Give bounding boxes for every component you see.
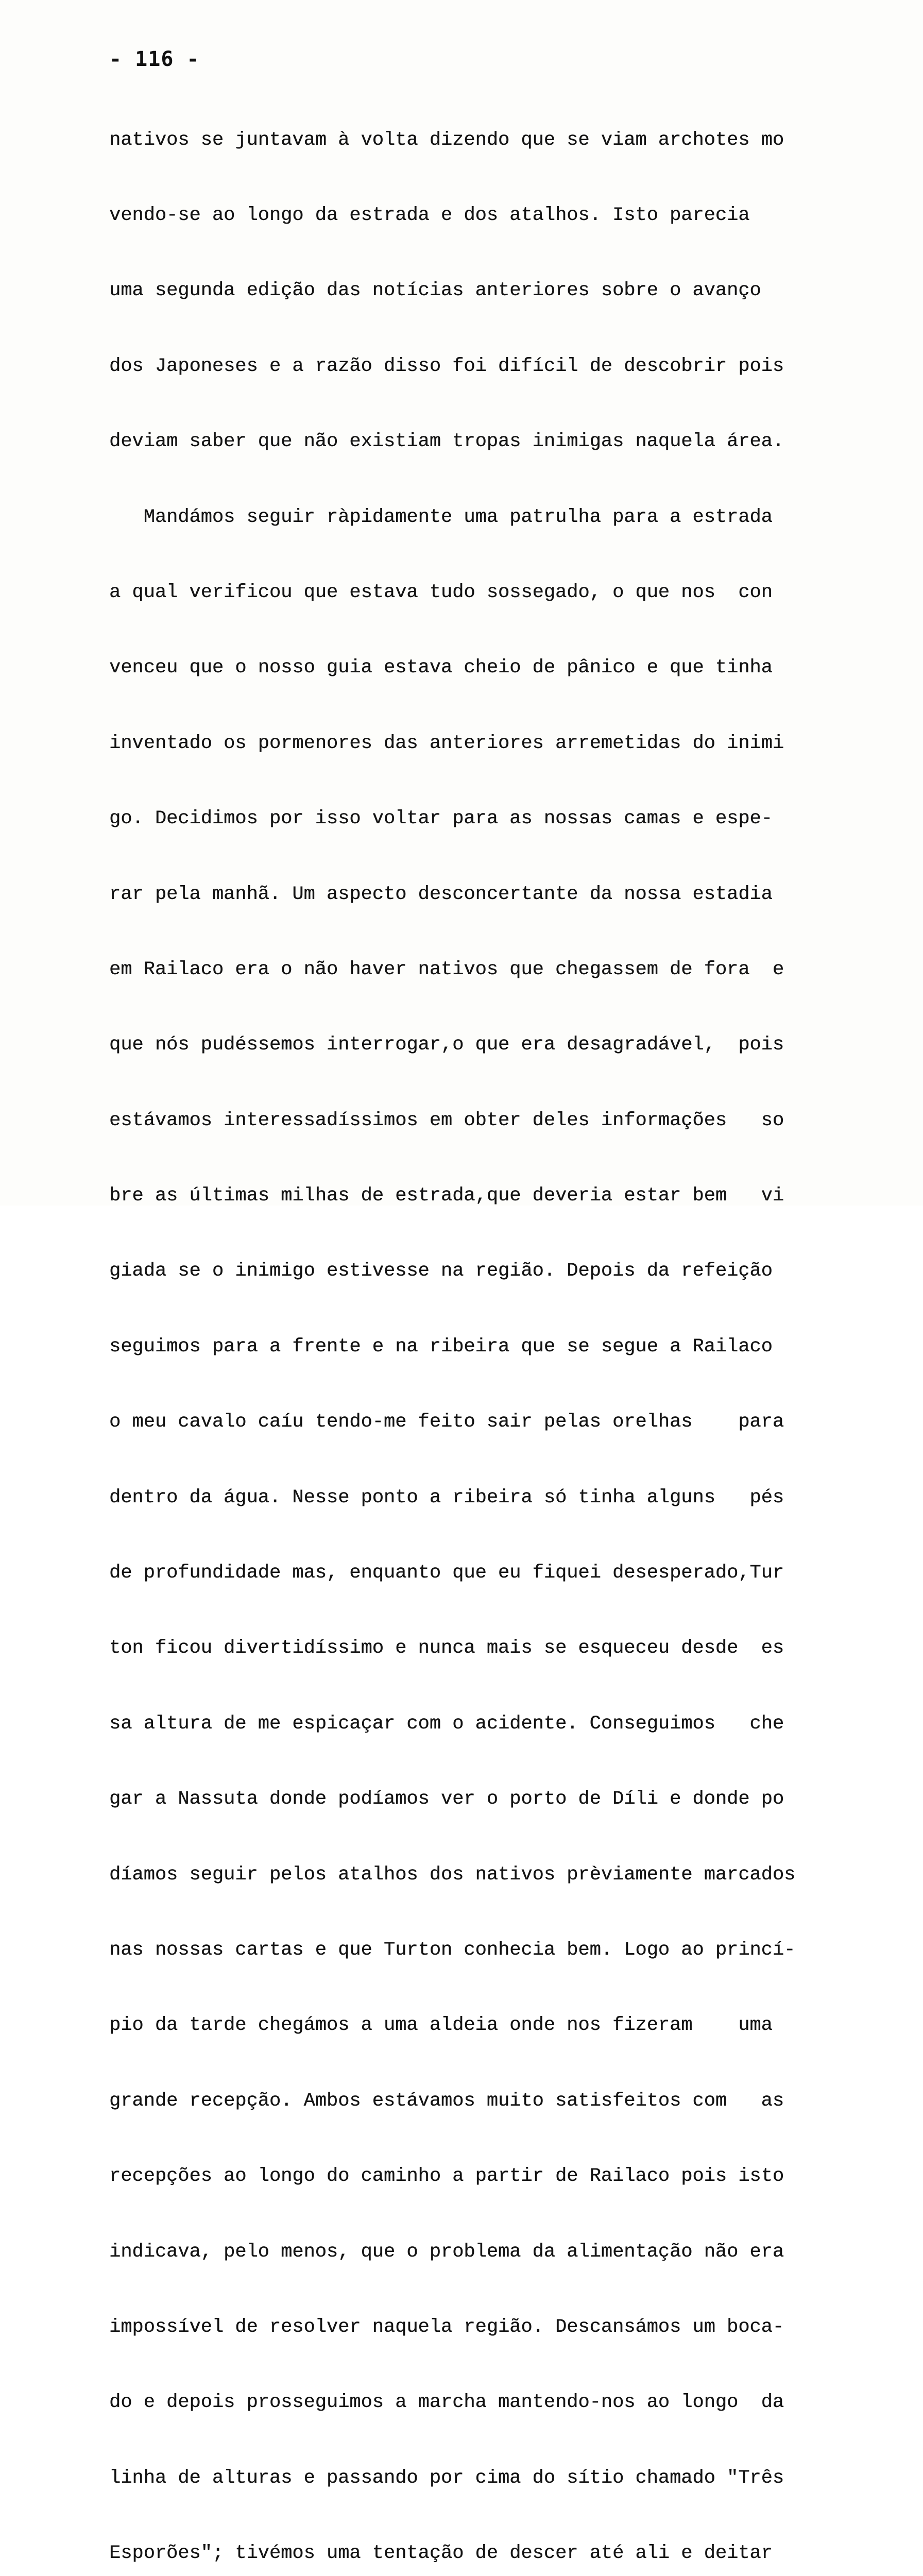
- text-line: Esporões"; tivémos uma tentação de descer até ali e deitar: [109, 2543, 773, 2565]
- text-line: Mandámos seguir ràpidamente uma patrulha para a estrada: [109, 506, 773, 528]
- text-line: pio da tarde chegámos a uma aldeia onde nos fizeram uma: [109, 2014, 773, 2037]
- text-line: vendo-se ao longo da estrada e dos atalhos. Isto parecia: [109, 204, 750, 226]
- text-line: deviam saber que não existiam tropas inimigas naquela área.: [109, 431, 784, 453]
- text-line: díamos seguir pelos atalhos dos nativos prèviamente marcados: [109, 1863, 796, 1886]
- text-line: o meu cavalo caíu tendo-me feito sair pelas orelhas para: [109, 1411, 784, 1433]
- text-line: de profundidade mas, enquanto que eu fiquei desesperado,Tur: [109, 1562, 784, 1584]
- text-line: nativos se juntavam à volta dizendo que se viam archotes mo: [109, 129, 784, 151]
- page-number: - 116 -: [109, 47, 200, 71]
- text-line: bre as últimas milhas de estrada,que deveria estar bem vi: [109, 1185, 784, 1207]
- text-line: grande recepção. Ambos estávamos muito satisfeitos com as: [109, 2090, 784, 2112]
- text-line: gar a Nassuta donde podíamos ver o porto de Díli e donde po: [109, 1788, 784, 1810]
- text-line: inventado os pormenores das anteriores arremetidas do inimi: [109, 732, 784, 754]
- text-line: venceu que o nosso guia estava cheio de pânico e que tinha: [109, 657, 773, 679]
- text-line: ton ficou divertidíssimo e nunca mais se esqueceu desde es: [109, 1637, 784, 1659]
- text-line: nas nossas cartas e que Turton conhecia bem. Logo ao princí-: [109, 1939, 796, 1961]
- text-line: dentro da água. Nesse ponto a ribeira só tinha alguns pés: [109, 1486, 784, 1509]
- text-line: sa altura de me espicaçar com o acidente. Conseguimos che: [109, 1713, 784, 1735]
- text-line: que nós pudéssemos interrogar,o que era desagradável, pois: [109, 1034, 784, 1056]
- text-line: indicava, pelo menos, que o problema da alimentação não era: [109, 2241, 784, 2263]
- text-line: impossível de resolver naquela região. Descansámos um boca-: [109, 2316, 784, 2338]
- text-line: linha de alturas e passando por cima do sítio chamado "Três: [109, 2467, 784, 2489]
- text-line: recepções ao longo do caminho a partir de Railaco pois isto: [109, 2165, 784, 2188]
- text-line: rar pela manhã. Um aspecto desconcertante da nossa estadia: [109, 883, 773, 905]
- text-line: estávamos interessadíssimos em obter deles informações so: [109, 1109, 784, 1131]
- text-line: seguimos para a frente e na ribeira que se segue a Railaco: [109, 1335, 773, 1358]
- text-line: dos Japoneses e a razão disso foi difícil de descobrir pois: [109, 355, 784, 377]
- text-line: go. Decidimos por isso voltar para as nossas camas e espe-: [109, 808, 773, 830]
- text-line: uma segunda edição das notícias anteriores sobre o avanço: [109, 280, 761, 302]
- text-line: giada se o inimigo estivesse na região. Depois da refeição: [109, 1260, 773, 1282]
- text-line: a qual verificou que estava tudo sossegado, o que nos con: [109, 581, 773, 603]
- text-line: do e depois prosseguimos a marcha mantendo-nos ao longo da: [109, 2392, 784, 2414]
- text-line: em Railaco era o não haver nativos que chegassem de fora e: [109, 958, 784, 980]
- body-text: [109, 77, 871, 2576]
